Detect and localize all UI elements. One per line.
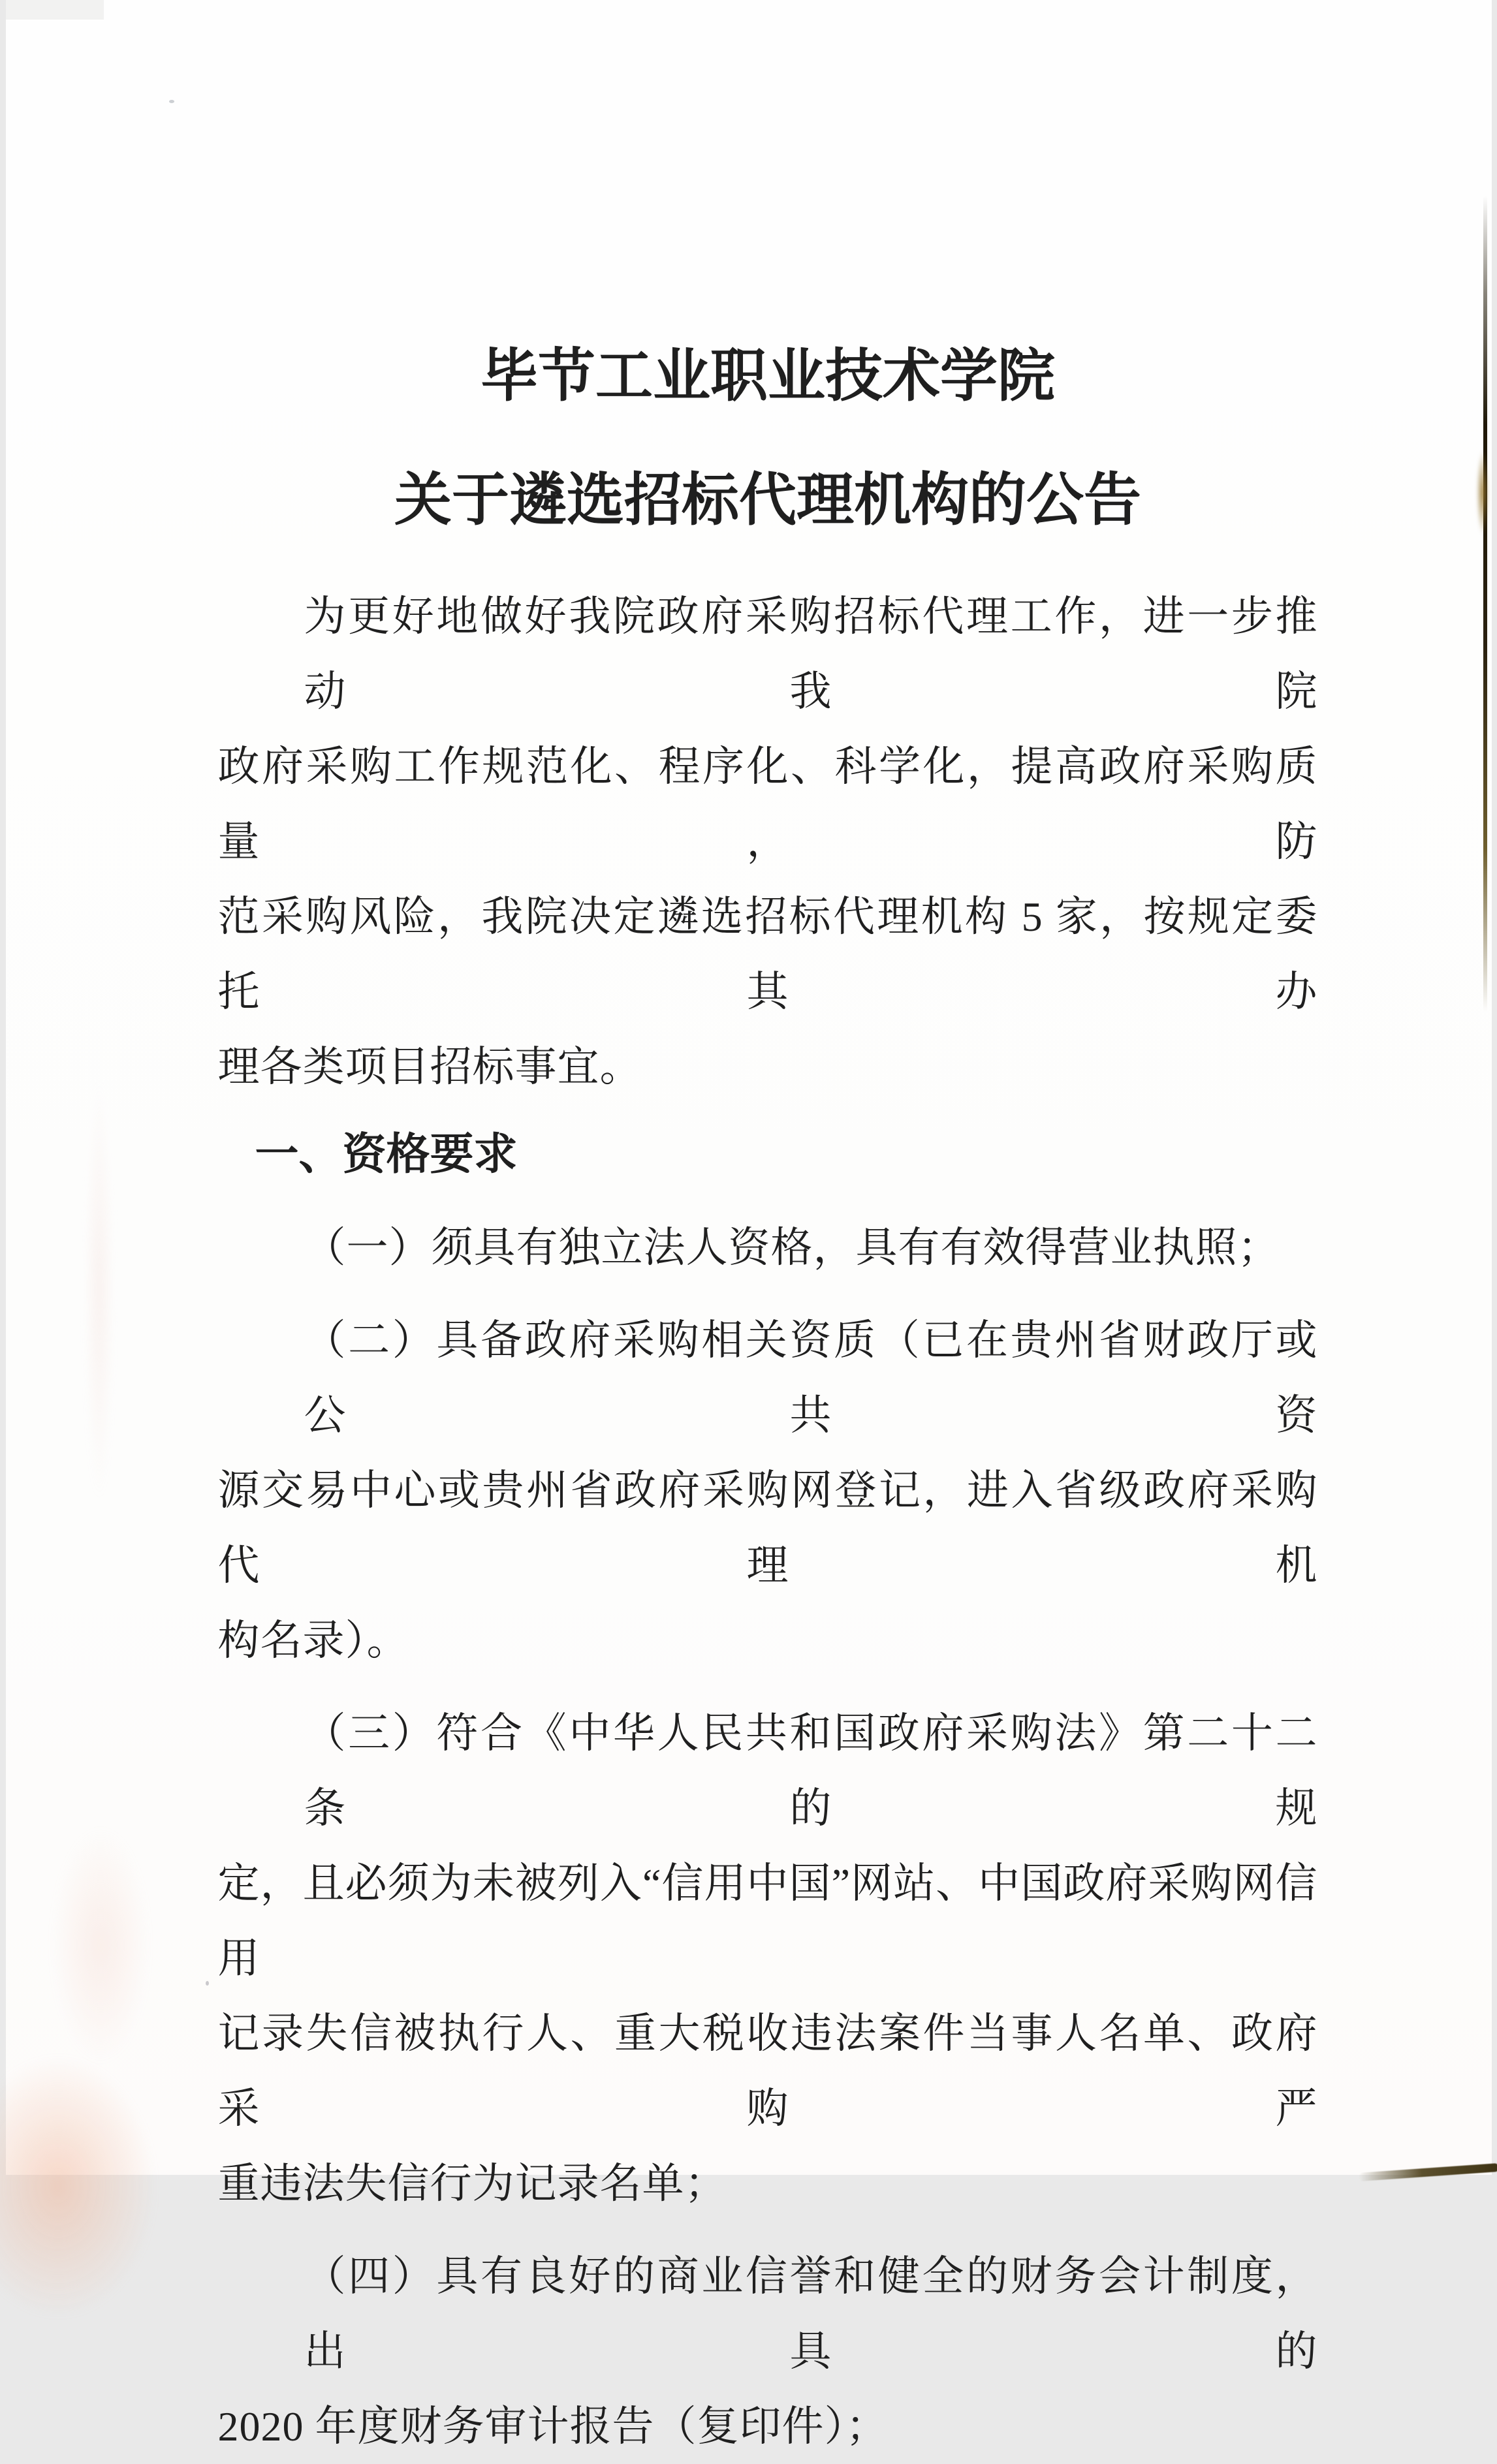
doc-title-line2: 关于遴选招标代理机构的公告 (394, 469, 1141, 533)
text-line: （一）须具有独立法人资格，具有有效得营业执照； (304, 1224, 1280, 1271)
scan-page-edge-blotch (1476, 450, 1489, 535)
text-line: （三）符合《中华人民共和国政府采购法》第二十二条的规 (304, 1709, 1318, 1832)
text-line: 源交易中心或贵州省政府采购网登记，进入省级政府采购代理机 (217, 1467, 1318, 1589)
requirement-item-2 (218, 1303, 1318, 1678)
requirement-item-1 (218, 1210, 1318, 1285)
scan-speck (169, 100, 174, 103)
requirement-item-3 (218, 1696, 1318, 2221)
scan-smudge (84, 1077, 114, 1501)
text-line: 政府采购工作规范化、程序化、科学化，提高政府采购质量，防 (217, 743, 1318, 865)
text-line: （二）具备政府采购相关资质（已在贵州省财政厅或公共资 (304, 1317, 1318, 1439)
scan-speck (206, 1981, 209, 1986)
text-line: 范采购风险，我院决定遴选招标代理机构 5 家，按规定委托其办 (217, 893, 1318, 1015)
scanned-document-page (6, 0, 1492, 2450)
text-line: 定，且必须为未被列入“信用中国”网站、中国政府采购网信用 (217, 1860, 1318, 1982)
requirement-item-4 (218, 2239, 1318, 2464)
section-heading-qualification-requirements: 一、资格要求 (255, 1130, 518, 1179)
scan-page-edge-line-bottom (1359, 2163, 1497, 2181)
scan-smudge (0, 2056, 156, 2317)
text-line: 为更好地做好我院政府采购招标代理工作，进一步推动我院 (304, 593, 1318, 715)
text-line: 重违法失信行为记录名单； (217, 2160, 727, 2207)
intro-paragraph (218, 579, 1318, 1104)
text-line: 2020 年度财务审计报告（复印件）； (217, 2403, 889, 2450)
text-line: 记录失信被执行人、重大税收违法案件当事人名单、政府采购严 (217, 2010, 1318, 2132)
scan-smudge (52, 1828, 150, 2063)
text-line: 构名录）。 (217, 1617, 409, 1664)
scan-corner-shading (6, 0, 104, 20)
scan-page-edge-line-right (1483, 196, 1487, 1012)
doc-title-line1: 毕节工业职业技术学院 (480, 345, 1055, 409)
document-body (218, 0, 1318, 2464)
text-line: （四）具有良好的商业信誉和健全的财务会计制度，出具的 (304, 2253, 1318, 2375)
text-line: 理各类项目招标事宜。 (217, 1043, 642, 1090)
